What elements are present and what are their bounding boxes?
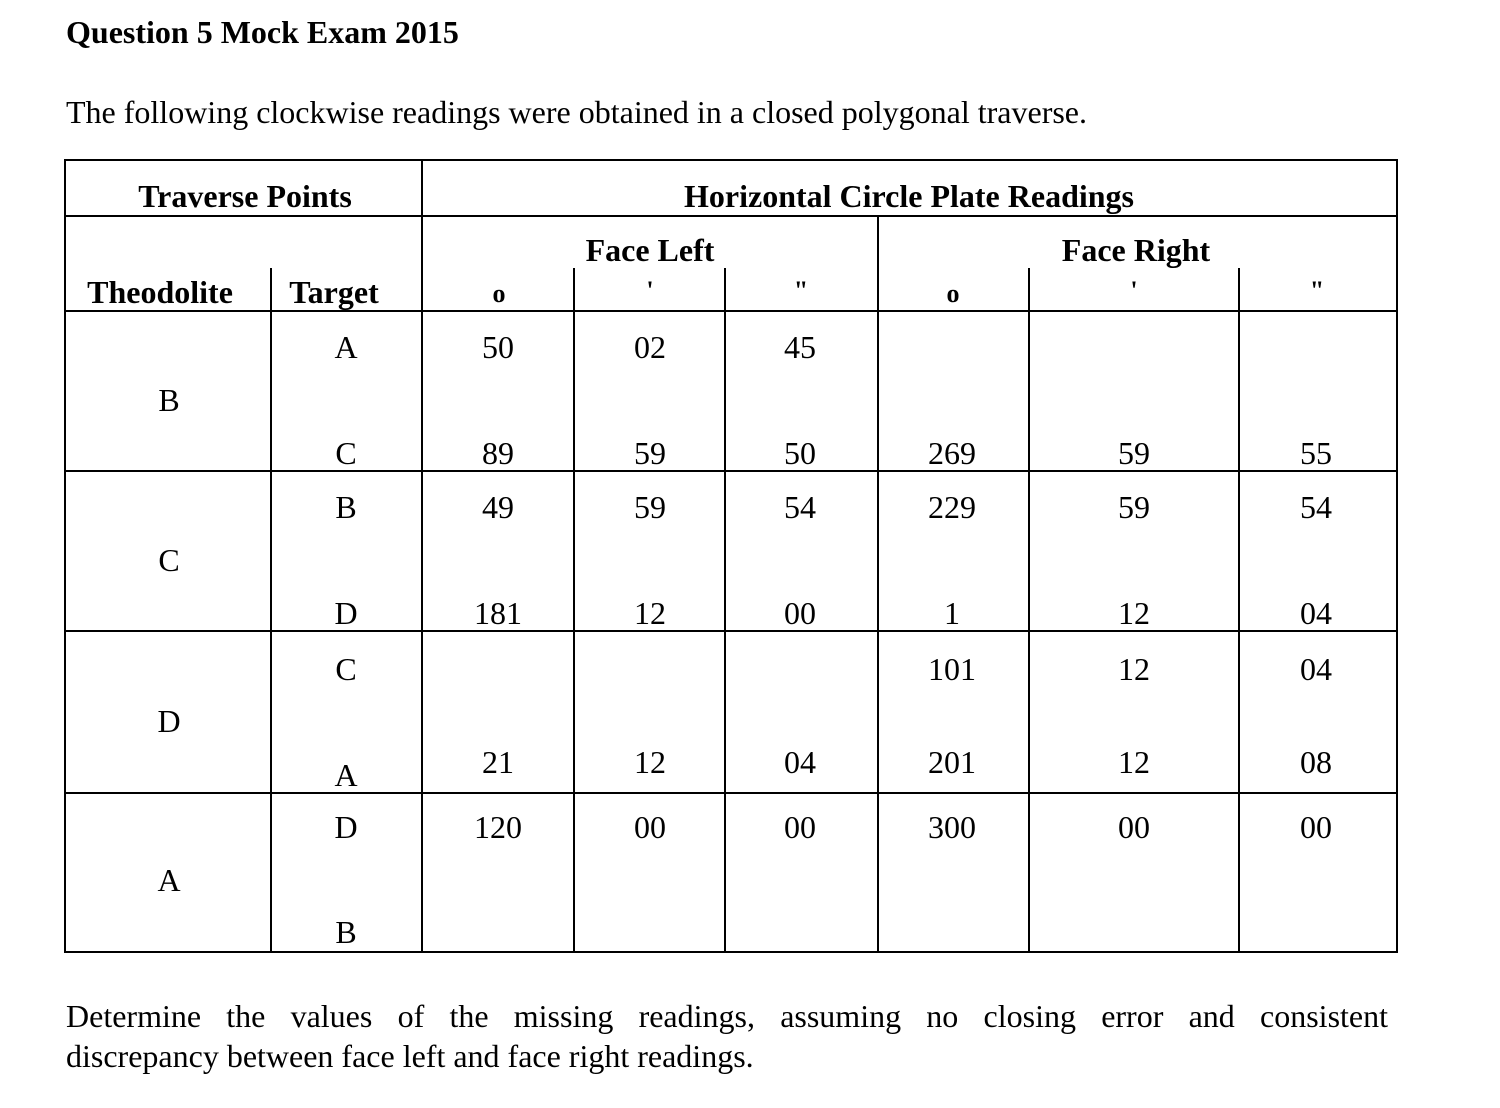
reading-cell: 54 bbox=[784, 489, 816, 525]
table-border bbox=[65, 160, 1397, 952]
reading-cell: 59 bbox=[634, 435, 666, 471]
reading-cell: 12 bbox=[1118, 595, 1150, 631]
reading-cell: 59 bbox=[1118, 489, 1150, 525]
reading-cell: 49 bbox=[482, 489, 514, 525]
header-fl-seconds: " bbox=[793, 276, 809, 305]
reading-cell: 59 bbox=[1118, 435, 1150, 471]
header-fl-degrees: o bbox=[492, 279, 506, 308]
closing-instruction bbox=[66, 996, 1388, 1076]
reading-cell: 54 bbox=[1300, 489, 1332, 525]
reading-cell: 50 bbox=[482, 329, 514, 365]
reading-cell: 1 bbox=[944, 595, 960, 631]
header-face-left: Face Left bbox=[585, 232, 715, 268]
reading-cell: 00 bbox=[1118, 809, 1150, 845]
reading-cell: 12 bbox=[634, 595, 666, 631]
target-cell: B bbox=[335, 914, 357, 950]
header-fl-minutes: ' bbox=[646, 276, 654, 305]
header-traverse-points: Traverse Points bbox=[138, 178, 352, 214]
header-fr-degrees: o bbox=[946, 279, 960, 308]
reading-cell: 00 bbox=[784, 809, 816, 845]
reading-cell: 00 bbox=[1300, 809, 1332, 845]
target-cell: A bbox=[334, 757, 358, 793]
header-face-right: Face Right bbox=[1061, 232, 1211, 268]
reading-cell: 201 bbox=[928, 744, 976, 780]
reading-cell: 59 bbox=[634, 489, 666, 525]
reading-cell: 300 bbox=[928, 809, 976, 845]
reading-cell: 229 bbox=[928, 489, 976, 525]
header-readings: Horizontal Circle Plate Readings bbox=[684, 178, 1134, 214]
reading-cell: 04 bbox=[1300, 651, 1332, 687]
reading-cell: 00 bbox=[634, 809, 666, 845]
reading-cell: 101 bbox=[928, 651, 976, 687]
closing-line-2: discrepancy between face left and face right readings. bbox=[66, 1038, 754, 1074]
question-title: Question 5 Mock Exam 2015 bbox=[66, 14, 459, 50]
header-fr-seconds: " bbox=[1309, 276, 1325, 305]
reading-cell: 00 bbox=[784, 595, 816, 631]
reading-cell: 12 bbox=[1118, 744, 1150, 780]
reading-cell: 50 bbox=[784, 435, 816, 471]
reading-cell: 12 bbox=[634, 744, 666, 780]
reading-cell: 02 bbox=[634, 329, 666, 365]
target-cell: C bbox=[335, 651, 357, 687]
reading-cell: 08 bbox=[1300, 744, 1332, 780]
reading-cell: 89 bbox=[482, 435, 514, 471]
target-cell: B bbox=[335, 489, 357, 525]
reading-cell: 04 bbox=[784, 744, 816, 780]
reading-cell: 21 bbox=[482, 744, 514, 780]
theodolite-a: A bbox=[157, 862, 181, 898]
header-theodolite: Theodolite bbox=[87, 274, 233, 310]
reading-cell: 04 bbox=[1300, 595, 1332, 631]
theodolite-b: B bbox=[158, 382, 180, 418]
reading-cell: 269 bbox=[928, 435, 976, 471]
reading-cell: 12 bbox=[1118, 651, 1150, 687]
reading-cell: 120 bbox=[474, 809, 522, 845]
reading-cell: 45 bbox=[784, 329, 816, 365]
closing-line-1: Determine the values of the missing readings, assuming no closing error and consistent bbox=[66, 998, 1388, 1034]
header-target: Target bbox=[289, 274, 379, 310]
header-fr-minutes: ' bbox=[1130, 276, 1138, 305]
target-cell: D bbox=[334, 595, 358, 631]
theodolite-c: C bbox=[158, 542, 180, 578]
intro-text: The following clockwise readings were obtained in a closed polygonal traverse. bbox=[66, 94, 1087, 130]
reading-cell: 181 bbox=[474, 595, 522, 631]
reading-cell: 55 bbox=[1300, 435, 1332, 471]
target-cell: C bbox=[335, 435, 357, 471]
target-cell: A bbox=[334, 329, 358, 365]
theodolite-d: D bbox=[157, 703, 181, 739]
target-cell: D bbox=[334, 809, 358, 845]
